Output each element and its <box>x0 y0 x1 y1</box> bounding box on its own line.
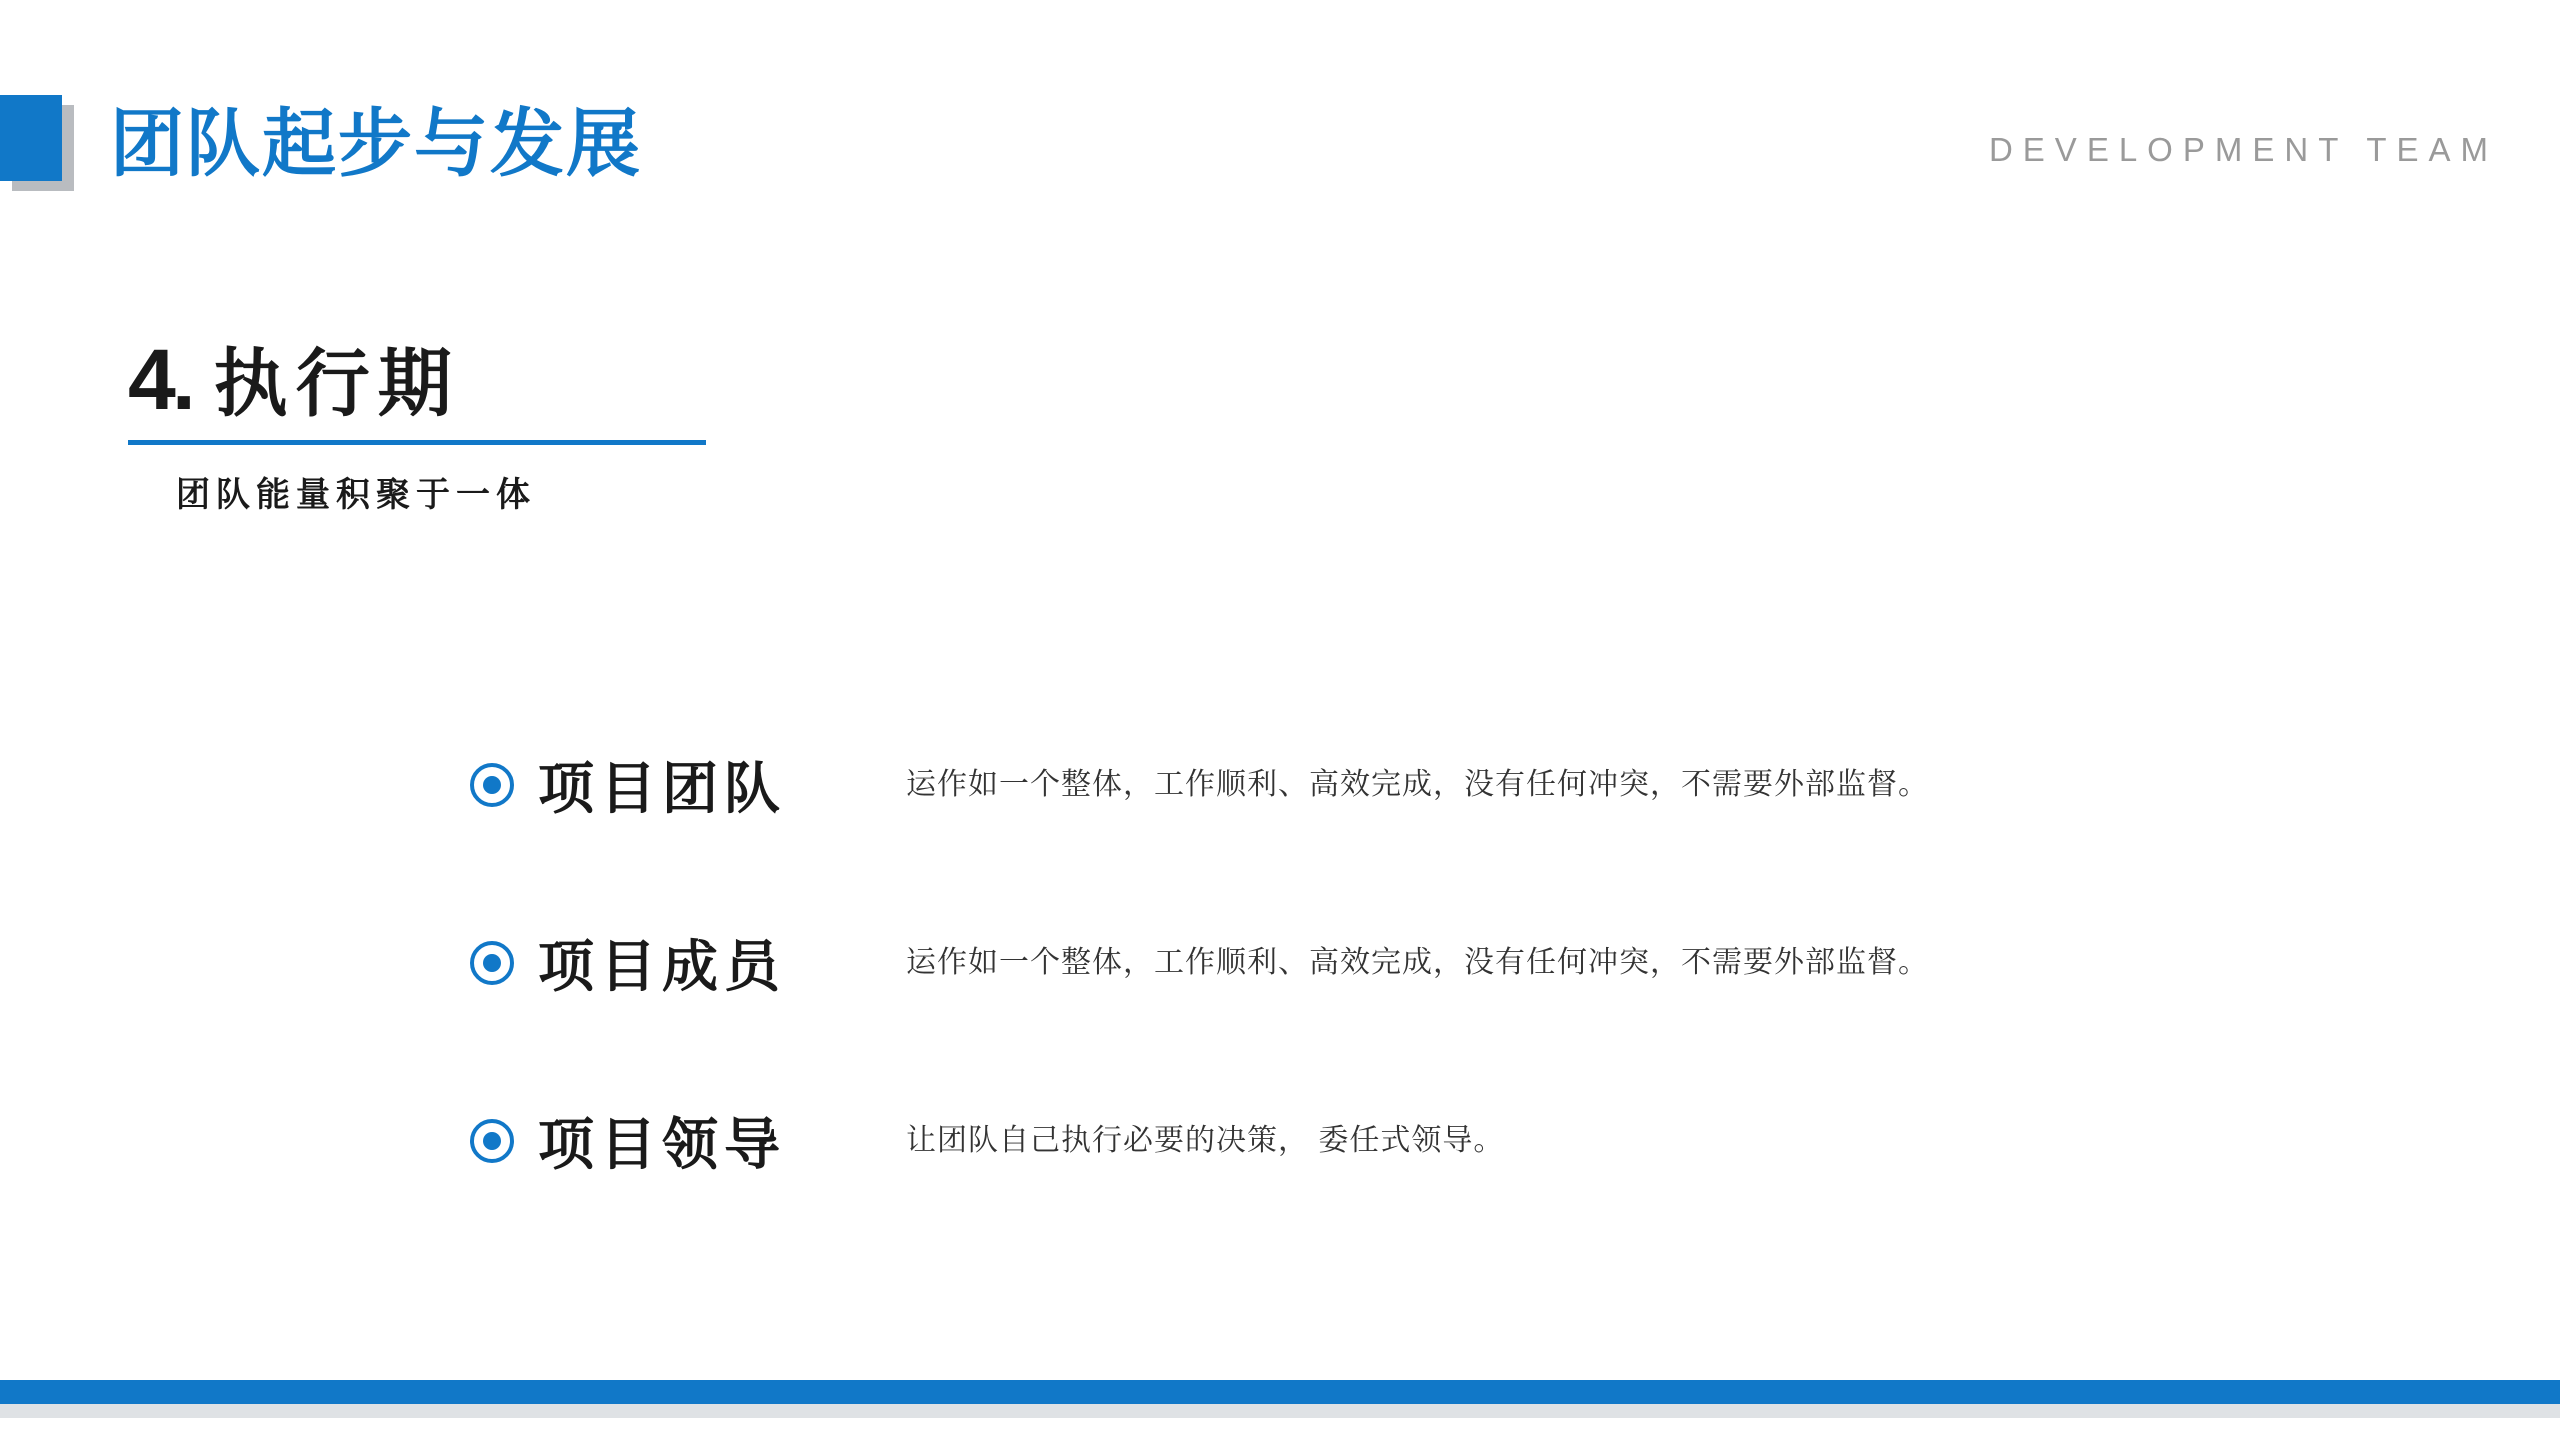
section-divider <box>128 440 706 445</box>
bullet-list <box>470 735 2370 1191</box>
header-subtitle: DEVELOPMENT TEAM <box>1988 131 2498 168</box>
target-circle-icon <box>470 1119 514 1163</box>
section-heading-block <box>128 330 848 516</box>
list-item-description: 运作如一个整体，工作顺利、高效完成，没有任何冲突，不需要外部监督。 <box>906 768 1929 801</box>
list-item <box>470 735 2370 835</box>
list-item-description: 让团队自己执行必要的决策， 委任式领导。 <box>906 1124 1505 1157</box>
section-title: 执行期 <box>213 342 460 425</box>
list-item-description: 运作如一个整体，工作顺利、高效完成，没有任何冲突，不需要外部监督。 <box>906 946 1929 979</box>
footer-accent-bar <box>0 1380 2560 1404</box>
page-title: 团队起步与发展 <box>110 102 642 185</box>
list-item-label: 项目成员 <box>538 935 786 998</box>
footer-shadow <box>0 1404 2560 1418</box>
section-number: 4. <box>128 332 192 428</box>
list-item-label: 项目团队 <box>538 757 786 820</box>
section-heading-row <box>128 330 848 430</box>
target-circle-icon <box>470 941 514 985</box>
list-item-label: 项目领导 <box>538 1113 786 1176</box>
section-caption: 团队能量积聚于一体 <box>176 476 536 514</box>
header-accent-mark <box>0 95 62 181</box>
list-item <box>470 913 2370 1013</box>
slide-header <box>0 95 2560 205</box>
target-circle-icon <box>470 763 514 807</box>
list-item <box>470 1091 2370 1191</box>
